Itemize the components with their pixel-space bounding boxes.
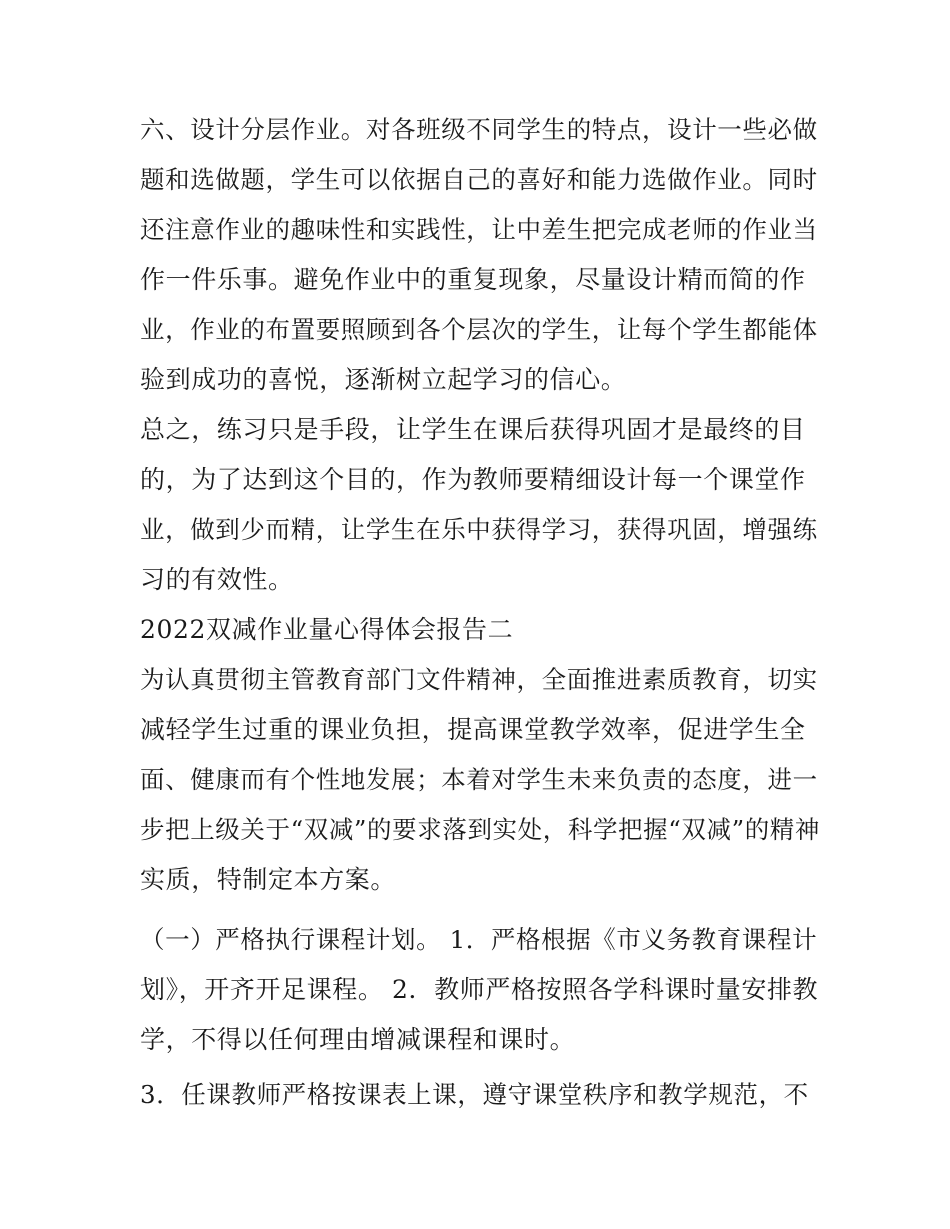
section-heading: 2022双减作业量心得体会报告二 [140, 615, 514, 644]
text-line: 六、设计分层作业。对各班级不同学生的特点，设计一些必做 [140, 115, 818, 144]
text-line: 总之，练习只是手段，让学生在课后获得巩固才是最终的目 [140, 415, 806, 444]
text-line: 实质，特制定本方案。 [140, 865, 397, 894]
text-line: 3．任课教师严格按课表上课，遵守课堂秩序和教学规范，不 [140, 1080, 809, 1109]
text-line: 业，做到少而精，让学生在乐中获得学习，获得巩固，增强练 [140, 515, 818, 544]
text-line: 为认真贯彻主管教育部门文件精神，全面推进素质教育，切实 [140, 665, 818, 694]
text-line: 业，作业的布置要照顾到各个层次的学生，让每个学生都能体 [140, 315, 818, 344]
text-line: 习的有效性。 [140, 565, 294, 594]
text-line: 的，为了达到这个目的，作为教师要精细设计每一个课堂作 [140, 465, 806, 494]
text-line: 作一件乐事。避免作业中的重复现象，尽量设计精而简的作 [140, 265, 806, 294]
text-line: （一）严格执行课程计划。 1．严格根据《市义务教育课程计 [140, 925, 818, 954]
text-line: 划》，开齐开足课程。 2．教师严格按照各学科课时量安排教 [140, 975, 819, 1004]
text-line: 还注意作业的趣味性和实践性，让中差生把完成老师的作业当 [140, 215, 818, 244]
text-line: 步把上级关于“双减”的要求落到实处，科学把握“双减”的精神 [140, 815, 820, 844]
text-line: 学，不得以任何理由增减课程和课时。 [140, 1025, 576, 1054]
text-line: 题和选做题，学生可以依据自己的喜好和能力选做作业。同时 [140, 165, 818, 194]
text-line: 验到成功的喜悦，逐渐树立起学习的信心。 [140, 365, 627, 394]
text-line: 减轻学生过重的课业负担，提高课堂教学效率，促进学生全 [140, 715, 806, 744]
text-line: 面、健康而有个性地发展；本着对学生未来负责的态度，进一 [140, 765, 818, 794]
